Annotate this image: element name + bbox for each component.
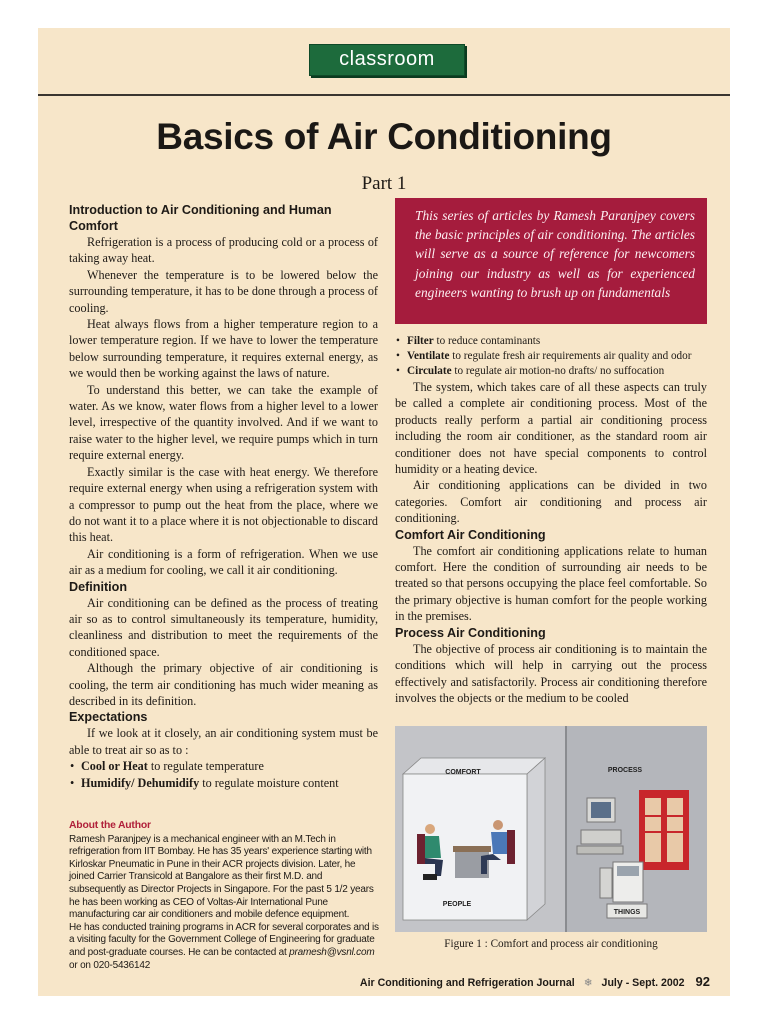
- heading-process-ac: Process Air Conditioning: [395, 625, 546, 640]
- journal-name: Air Conditioning and Refrigeration Journal: [359, 977, 575, 989]
- author-phone: or on 020-5436142: [69, 959, 151, 971]
- expectations-list: [69, 758, 378, 791]
- paragraph: If we look at it closely, an air conditioning system must be able to treat air so as to :: [69, 726, 378, 757]
- paragraph: The system, which takes care of all these aspects can truly be called a complete air conditioning process. Most of the products really perform a partial air conditioning process including the room air conditioner, as the standard room air conditioner does not have special components to control humidity or a heating device.: [395, 380, 707, 477]
- article-part: Part 1: [361, 173, 407, 194]
- section-tag: classroom: [309, 44, 465, 76]
- list-item-text: to regulate air motion-no drafts/ no suffocation: [451, 365, 665, 377]
- issue-date: July - Sept. 2002: [601, 977, 685, 989]
- heading-comfort-ac: Comfort Air Conditioning: [395, 527, 546, 542]
- heading-expectations: Expectations: [69, 710, 148, 725]
- page-footer: [338, 974, 710, 989]
- author-contact-text: He has conducted training programs in ACR for several corporates and is a visiting faculty for the Government College of Engineering for graduate and post-graduate courses. He can be contacted at: [69, 921, 379, 958]
- comfort-process-illustration: [395, 726, 707, 932]
- list-item-text: to regulate moisture content: [199, 775, 339, 790]
- list-item-term: Circulate: [407, 365, 452, 377]
- page-number: 92: [695, 974, 710, 989]
- paragraph: Refrigeration is a process of producing cold or a process of taking away heat.: [69, 235, 378, 266]
- list-item-term: Filter: [407, 335, 434, 347]
- series-callout: This series of articles by Ramesh Paranjpey covers the basic principles of air conditioning. The articles will serve as a source of reference for newcomers joining our industry as well as for experienced engineers wanting to brush up on fundamentals: [395, 198, 707, 324]
- right-column: [395, 334, 707, 706]
- paragraph: The comfort air conditioning applications relate to human comfort. Here the condition of surrounding air needs to be treated so that persons occupying the place feel comfortable. So the primary objective is human comfort for the people working in the premises.: [395, 543, 707, 624]
- author-email: pramesh@vsnl.com: [289, 946, 375, 958]
- author-heading: About the Author: [69, 820, 151, 831]
- label-comfort: COMFORT: [445, 769, 481, 776]
- heading-definition: Definition: [69, 579, 128, 594]
- header-rule: [38, 94, 730, 96]
- list-item-term: Cool or Heat: [81, 759, 148, 774]
- left-column: [69, 202, 378, 791]
- author-bio: Ramesh Paranjpey is a mechanical engineer with an M.Tech in refrigeration from IIT Bombay. He has 35 years' experience starting with Kirloskar Pneumatic in Pune in their ACR projects division. Later, he joined Carrier Transicold at Bangalore as their first M.D. and subsequently as Director Projects in Singapore. For the past 5 1/2 years he has been working as CEO of Voltas-Air International Pune manufacturing car air conditioners and mobile defence equipment.: [69, 833, 374, 921]
- list-item-term: Humidify/ Dehumidify: [81, 775, 200, 790]
- list-item-text: to regulate fresh air requirements air quality and odor: [449, 350, 692, 362]
- paragraph: Air conditioning can be defined as the process of treating air so as to control simultaneously its temperature, humidity, cleanliness and distribution to meet the requirements of the conditioned space.: [69, 595, 378, 659]
- paragraph: Exactly similar is the case with heat energy. We therefore require external energy when using a refrigeration system with a compressor to pump out the heat from the place, where we do not want it to a place where it is not objectionable to discard this heat.: [69, 464, 379, 545]
- list-item-text: to regulate temperature: [147, 759, 264, 774]
- author-box: [69, 820, 381, 972]
- journal-page: [38, 28, 730, 996]
- list-item-term: Ventilate: [407, 350, 450, 362]
- list-item: [395, 334, 707, 349]
- heading-introduction: Introduction to Air Conditioning and Human Comfort: [69, 203, 332, 233]
- list-item: [69, 775, 378, 791]
- list-item: [395, 364, 707, 379]
- expectations-list-continued: [395, 334, 707, 379]
- list-item: [69, 758, 378, 774]
- paragraph: Air conditioning is a form of refrigeration. When we use air as a medium for cooling, we call it air conditioning.: [69, 546, 378, 578]
- paragraph: Whenever the temperature is to be lowered below the surrounding temperature, it has to be done through a process of cooling.: [69, 267, 378, 315]
- paragraph: The objective of process air conditioning is to maintain the conditions which will help in carrying out the process effectively and satisfactorily. Process air conditioning therefore involves the objects or the medium to be cooled: [395, 641, 707, 705]
- label-process: PROCESS: [607, 767, 643, 774]
- paragraph: To understand this better, we can take the example of water. As we know, water flows from a higher level to a lower level, irrespective of the quantity involved. And if we want to raise water to the higher level, we require pumps which in turn require external energy.: [69, 382, 378, 463]
- list-item-text: to reduce contaminants: [433, 335, 541, 347]
- label-people: PEOPLE: [442, 901, 472, 908]
- list-item: [395, 349, 707, 364]
- figure-caption: Figure 1 : Comfort and process air conditioning: [444, 938, 658, 950]
- label-things: THINGS: [613, 909, 641, 916]
- paragraph: Air conditioning applications can be divided in two categories. Comfort air conditioning and process air conditioning.: [395, 478, 707, 526]
- article-title: Basics of Air Conditioning: [156, 116, 612, 157]
- snowflake-icon: ❄: [583, 977, 593, 989]
- figure-illustration: [395, 726, 707, 932]
- author-contact: [69, 922, 381, 972]
- paragraph: Although the primary objective of air conditioning is cooling, the term air conditioning has much wider meaning as described in its definition.: [69, 661, 378, 708]
- paragraph: Heat always flows from a higher temperature region to a lower temperature region. If we have to lower the temperature below surrounding temperature, it requires external energy, as we would then be working against the laws of nature.: [69, 317, 378, 381]
